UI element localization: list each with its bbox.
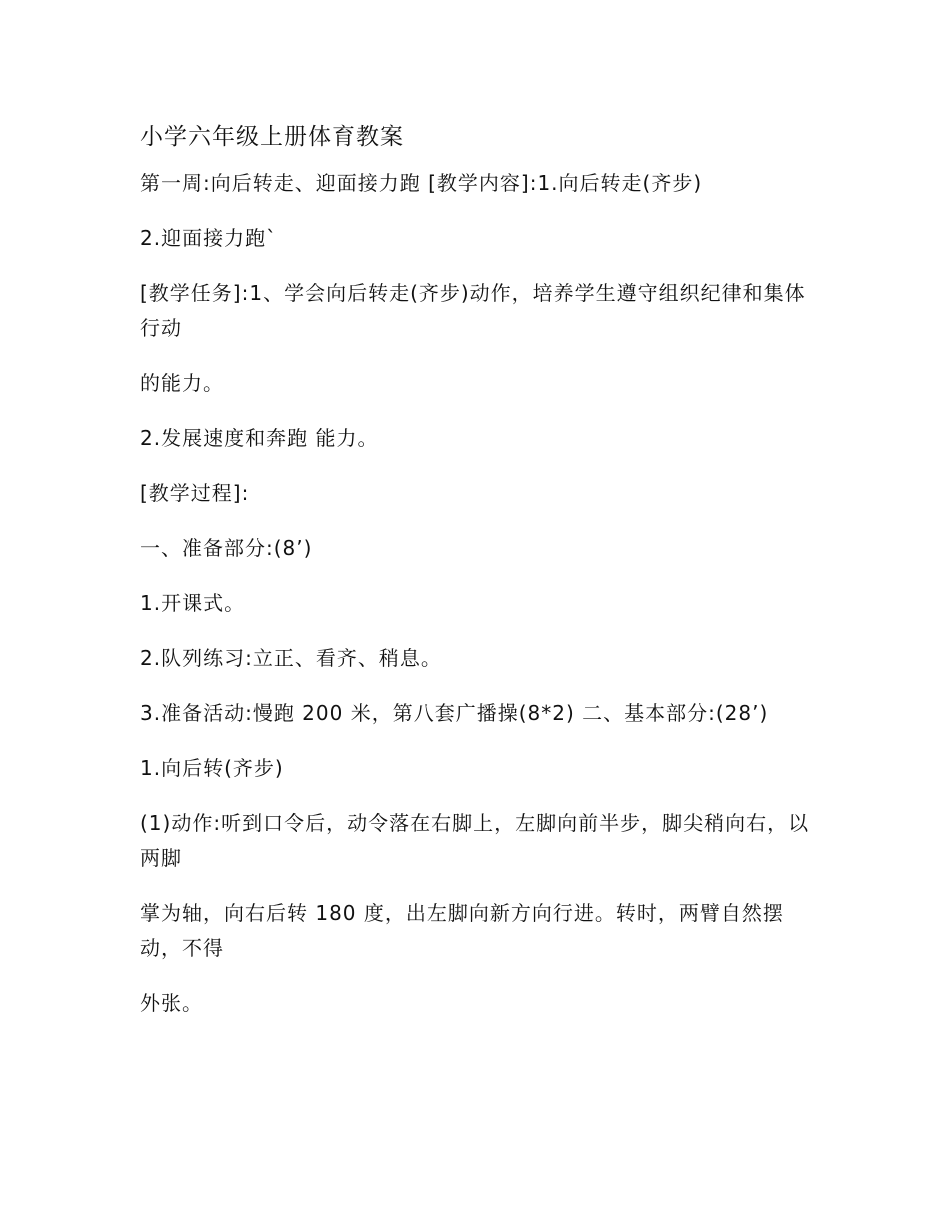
paragraph-opening: 1.开课式。: [140, 591, 246, 615]
paragraph-about-turn: 1.向后转(齐步): [140, 756, 284, 780]
paragraph-action-description: (1)动作:听到口令后，动令落在右脚上，左脚向前半步，脚尖稍向右，以两脚: [140, 811, 810, 870]
document-title: 小学六年级上册体育教案: [140, 124, 404, 150]
paragraph-tasks-continued: 的能力。: [140, 371, 224, 395]
paragraph-teaching-process: [教学过程]:: [140, 481, 250, 505]
paragraph-action-continued: 掌为轴，向右后转 180 度，出左脚向新方向行进。转时，两臂自然摆动，不得: [140, 901, 784, 960]
paragraph-warm-up: 3.准备活动:慢跑 200 米，第八套广播操(8*2) 二、基本部分:(28’): [140, 701, 769, 725]
paragraph-teaching-tasks: [教学任务]:1、学会向后转走(齐步)动作，培养学生遵守组织纪律和集体行动: [140, 281, 806, 340]
paragraph-preparation-part: 一、准备部分:(8’): [140, 536, 313, 560]
paragraph-relay-item: 2.迎面接力跑`: [140, 226, 278, 250]
paragraph-formation-practice: 2.队列练习:立正、看齐、稍息。: [140, 646, 442, 670]
document-body: [140, 118, 812, 1041]
paragraph-week-one: 第一周:向后转走、迎面接力跑 [教学内容]:1.向后转走(齐步): [140, 171, 703, 195]
paragraph-speed-ability: 2.发展速度和奔跑 能力。: [140, 426, 379, 450]
paragraph-action-end: 外张。: [140, 991, 203, 1015]
